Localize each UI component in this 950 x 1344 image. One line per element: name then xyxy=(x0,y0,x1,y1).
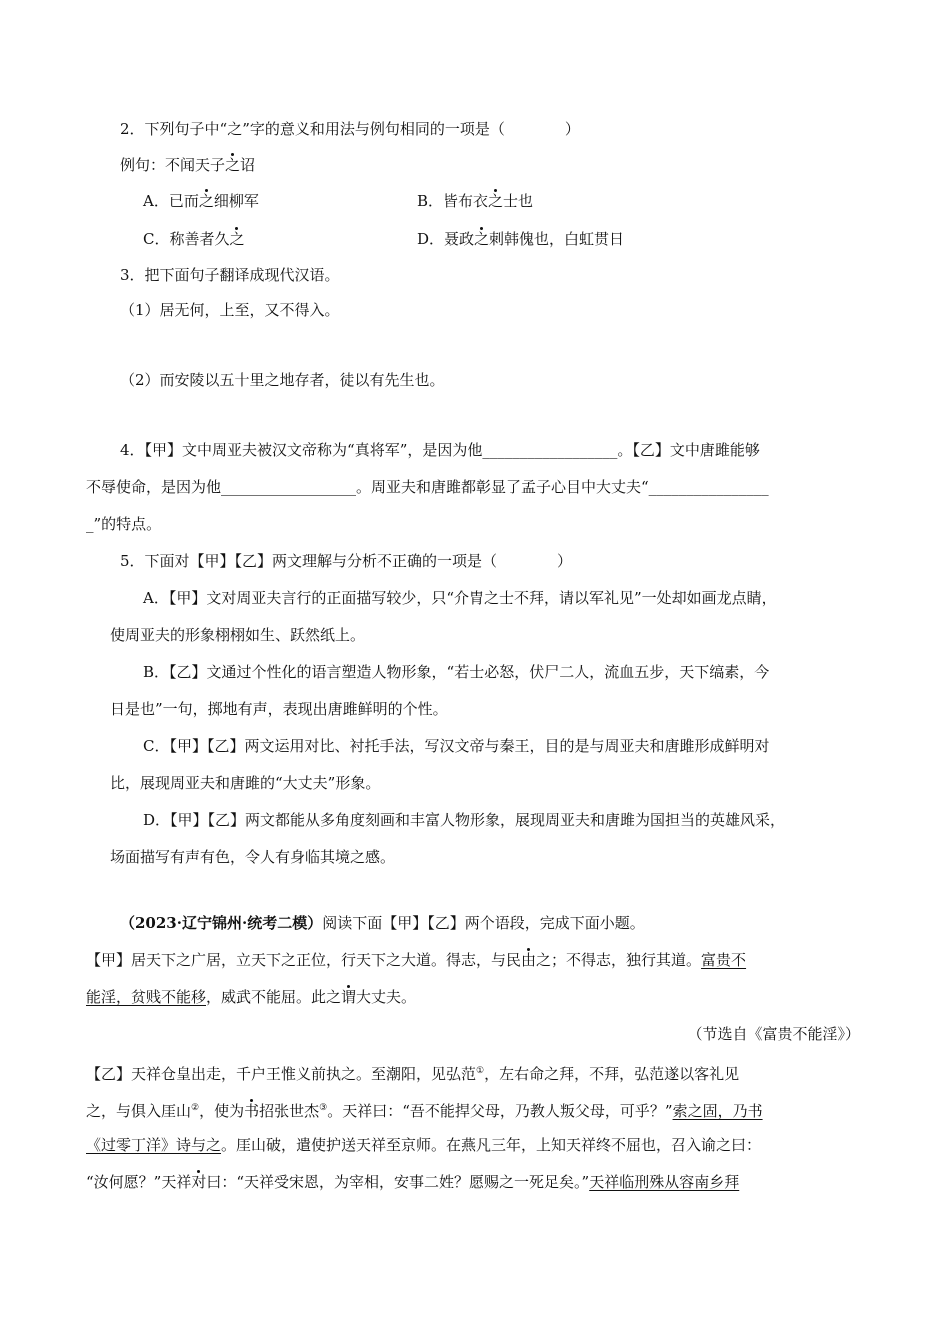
q2-example: 例句：不闻天子之诏 xyxy=(120,156,256,174)
q4-line-1: 4．【甲】文中周亚夫被汉文帝称为“真将军”，是因为他__________________。【乙】文中唐雎能够 xyxy=(120,441,760,459)
jia-line-2: 能淫，贫贱不能移，威武不能屈。此之谓大丈夫。 xyxy=(86,988,417,1006)
yi-line-2: 之，与俱入厓山②，使为书招张世杰③。天祥曰：“吾不能捍父母，乃教人叛父母，可乎？”索之固，乃书 xyxy=(86,1102,763,1120)
jia-citation: （节选自《富贵不能淫》） xyxy=(687,1025,860,1043)
passage-intro: 阅读下面【甲】【乙】两个语段，完成下面小题。 xyxy=(322,914,645,932)
passage-source: （2023·辽宁锦州·统考二模） xyxy=(120,914,323,932)
q5-option-a-1: A．【甲】文对周亚夫言行的正面描写较少，只“介胄之士不拜，请以军礼见”一处却如画龙点睛， xyxy=(143,589,777,607)
yi-line-4: “汝何愿？”天祥对曰：“天祥受宋恩，为宰相，安事二姓？愿赐之一死足矣。”天祥临刑殊从容南乡拜 xyxy=(86,1173,740,1191)
q5-option-c-2: 比，展现周亚夫和唐雎的“大丈夫”形象。 xyxy=(110,774,381,792)
q2-option-a: A．已而之细柳军 xyxy=(143,192,259,210)
q3-sentence-1: （1）居无何，上至，又不得入。 xyxy=(120,301,340,319)
yi-line-1: 【乙】天祥仓皇出走，千户王惟义前执之。至潮阳，见弘范①，左右命之拜，不拜，弘范遂以客礼见 xyxy=(86,1065,740,1083)
q5-option-a-2: 使周亚夫的形象栩栩如生、跃然纸上。 xyxy=(110,626,366,644)
q3-stem: 3．把下面句子翻译成现代汉语。 xyxy=(120,266,340,284)
q2-option-b: B．皆布衣之士也 xyxy=(417,192,534,210)
q2-option-c: C．称善者久之 xyxy=(143,230,245,248)
passage-header xyxy=(120,912,645,934)
yi-line-3: 《过零丁洋》诗与之。厓山破，遣使护送天祥至京师。在燕凡三年，上知天祥终不屈也，召入谕之曰： xyxy=(86,1136,762,1154)
q5-stem: 5．下面对【甲】【乙】两文理解与分析不正确的一项是（ ） xyxy=(120,552,573,570)
q5-option-b-1: B．【乙】文通过个性化的语言塑造人物形象，“若士必怒，伏尸二人，流血五步，天下缟素，今 xyxy=(143,663,770,681)
q4-line-3: _”的特点。 xyxy=(86,515,162,533)
q5-option-c-1: C．【甲】【乙】两文运用对比、衬托手法，写汉文帝与秦王，目的是与周亚夫和唐雎形成鲜明对 xyxy=(143,737,770,755)
q5-option-d-2: 场面描写有声有色，令人有身临其境之感。 xyxy=(110,848,396,866)
jia-line-1: 【甲】居天下之广居，立天下之正位，行天下之大道。得志，与民由之；不得志，独行其道。富贵不 xyxy=(86,951,747,969)
q5-option-d-1: D．【甲】【乙】两文都能从多角度刻画和丰富人物形象，展现周亚夫和唐雎为国担当的英雄风采， xyxy=(143,811,786,829)
q5-option-b-2: 日是也”一句，掷地有声，表现出唐雎鲜明的个性。 xyxy=(110,700,448,718)
q2-option-d: D．聂政之刺韩傀也，白虹贯日 xyxy=(417,230,625,248)
q3-sentence-2: （2）而安陵以五十里之地存者，徒以有先生也。 xyxy=(120,371,445,389)
q4-line-2: 不辱使命，是因为他__________________。周亚夫和唐雎都彰显了孟子心目中大丈夫“________________ xyxy=(86,478,769,496)
q2-stem: 2．下列句子中“之”字的意义和用法与例句相同的一项是（ ） xyxy=(120,120,580,138)
